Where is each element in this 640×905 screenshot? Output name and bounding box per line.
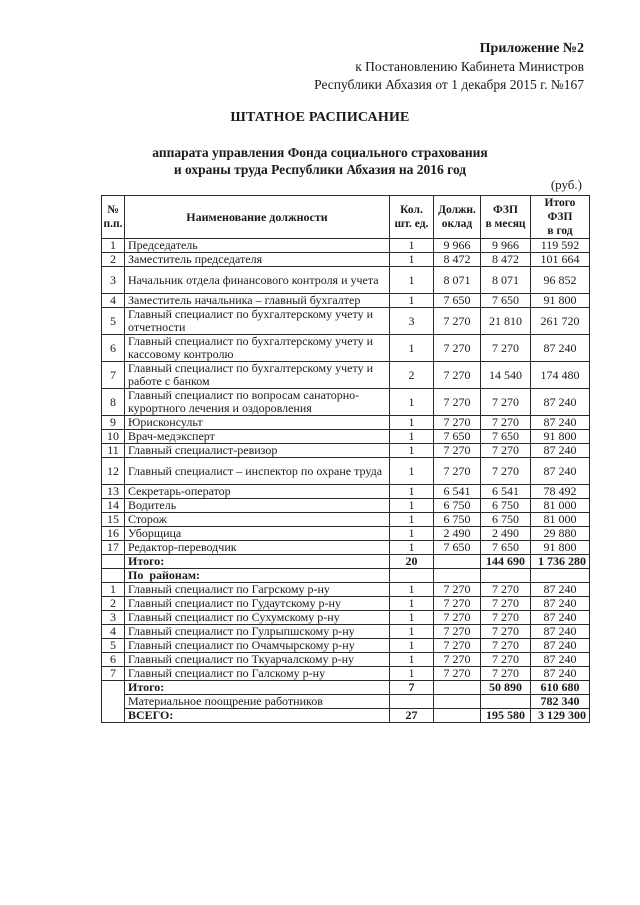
row-position-name: Главный специалист по вопросам санаторно-курортного лечения и оздоровления: [125, 389, 390, 416]
header-kol-line1: Кол.: [400, 204, 423, 216]
subtotal-label: Итого:: [125, 555, 390, 569]
district-subtotal-fzp: 50 890: [481, 681, 531, 695]
row-num: 16: [102, 527, 125, 541]
header-name: [125, 196, 390, 239]
row-num: 2: [102, 253, 125, 267]
bonus-label: Материальное поощрение работников: [125, 695, 390, 709]
row-fzp: 7 650: [481, 541, 531, 555]
row-num: 11: [102, 444, 125, 458]
row-oklad: 7 270: [434, 639, 481, 653]
row-kol: 1: [390, 239, 434, 253]
header-name-label: Наименование должности: [186, 210, 328, 224]
bonus-fzp: [481, 695, 531, 709]
appendix-line-2: Республики Абхазия от 1 декабря 2015 г. №167: [314, 77, 584, 92]
header-itogo-line1: Итого: [544, 197, 576, 209]
header-num: [102, 196, 125, 239]
header-oklad-line1: Должн.: [438, 204, 476, 216]
row-fzp: 6 750: [481, 499, 531, 513]
table-row: [102, 653, 590, 667]
row-position-name: Сторож: [125, 513, 390, 527]
table-row: [102, 267, 590, 294]
row-kol: 1: [390, 513, 434, 527]
table-row: [102, 639, 590, 653]
row-position-name: Заместитель начальника – главный бухгалтер: [125, 294, 390, 308]
row-itogo: 91 800: [531, 430, 590, 444]
staff-schedule-table: [101, 195, 590, 723]
row-kol: 1: [390, 639, 434, 653]
row-itogo: 87 240: [531, 583, 590, 597]
table-row: [102, 362, 590, 389]
row-kol: 1: [390, 597, 434, 611]
districts-header-label: По районам:: [125, 569, 390, 583]
row-itogo: 96 852: [531, 267, 590, 294]
row-oklad: 7 270: [434, 335, 481, 362]
row-num: 10: [102, 430, 125, 444]
row-fzp: 7 270: [481, 583, 531, 597]
row-oklad: 6 750: [434, 513, 481, 527]
row-kol: 1: [390, 267, 434, 294]
row-kol: 1: [390, 294, 434, 308]
row-position-name: Главный специалист – инспектор по охране труда: [125, 458, 390, 485]
header-fzp-line2: в месяц: [485, 218, 526, 230]
row-fzp: 14 540: [481, 362, 531, 389]
row-kol: 1: [390, 458, 434, 485]
row-kol: 1: [390, 667, 434, 681]
row-itogo: 174 480: [531, 362, 590, 389]
row-itogo: 87 240: [531, 639, 590, 653]
row-num: 4: [102, 625, 125, 639]
row-fzp: 2 490: [481, 527, 531, 541]
row-num: 1: [102, 583, 125, 597]
districts-header-fzp: [481, 569, 531, 583]
row-position-name: Председатель: [125, 239, 390, 253]
district-subtotal-num: [102, 681, 125, 723]
row-fzp: 6 750: [481, 513, 531, 527]
districts-header-num: [102, 569, 125, 583]
table-row: [102, 335, 590, 362]
row-position-name: Юрисконсульт: [125, 416, 390, 430]
row-oklad: 7 270: [434, 389, 481, 416]
row-oklad: 7 270: [434, 362, 481, 389]
districts-header-itogo: [531, 569, 590, 583]
row-fzp: 7 270: [481, 639, 531, 653]
row-fzp: 7 270: [481, 653, 531, 667]
row-itogo: 119 592: [531, 239, 590, 253]
row-oklad: 7 270: [434, 458, 481, 485]
table-row: [102, 513, 590, 527]
row-oklad: 7 270: [434, 597, 481, 611]
table-row: [102, 485, 590, 499]
row-num: 9: [102, 416, 125, 430]
row-kol: 1: [390, 253, 434, 267]
row-fzp: 7 270: [481, 458, 531, 485]
row-num: 13: [102, 485, 125, 499]
row-itogo: 78 492: [531, 485, 590, 499]
row-position-name: Секретарь-оператор: [125, 485, 390, 499]
row-kol: 1: [390, 430, 434, 444]
row-oklad: 7 270: [434, 611, 481, 625]
appendix-line-1: к Постановлению Кабинета Министров: [355, 59, 584, 74]
row-position-name: Главный специалист по Гудаутскому р-ну: [125, 597, 390, 611]
row-kol: 1: [390, 541, 434, 555]
header-itogo-line3: в год: [547, 225, 573, 237]
row-num: 5: [102, 308, 125, 335]
row-oklad: 8 071: [434, 267, 481, 294]
row-itogo: 91 800: [531, 294, 590, 308]
grand-total-kol: 27: [390, 709, 434, 723]
header-num-line2: п.п.: [103, 218, 123, 230]
district-positions: [102, 583, 590, 681]
row-oklad: 7 270: [434, 444, 481, 458]
row-oklad: 6 750: [434, 499, 481, 513]
row-fzp: 7 270: [481, 444, 531, 458]
row-fzp: 7 270: [481, 625, 531, 639]
districts-header-row: [102, 569, 590, 583]
header-kol: [390, 196, 434, 239]
row-position-name: Главный специалист по бухгалтерскому учету и работе с банком: [125, 362, 390, 389]
row-kol: 1: [390, 335, 434, 362]
row-num: 3: [102, 267, 125, 294]
district-subtotal-kol: 7: [390, 681, 434, 695]
row-kol: 3: [390, 308, 434, 335]
row-num: 14: [102, 499, 125, 513]
row-position-name: Главный специалист по Сухумскому р-ну: [125, 611, 390, 625]
row-kol: 1: [390, 583, 434, 597]
currency-unit: (руб.): [550, 177, 582, 192]
grand-total-fzp: 195 580: [481, 709, 531, 723]
row-itogo: 81 000: [531, 499, 590, 513]
table-row: [102, 541, 590, 555]
row-position-name: Главный специалист по Очамчырскому р-ну: [125, 639, 390, 653]
districts-header-kol: [390, 569, 434, 583]
row-kol: 2: [390, 362, 434, 389]
subtotal-fzp: 144 690: [481, 555, 531, 569]
table-row: [102, 389, 590, 416]
row-oklad: 6 541: [434, 485, 481, 499]
district-subtotal-row: [102, 681, 590, 695]
row-itogo: 87 240: [531, 335, 590, 362]
subtotal-kol: 20: [390, 555, 434, 569]
row-itogo: 87 240: [531, 597, 590, 611]
row-position-name: Главный специалист по бухгалтерскому учету и кассовому контролю: [125, 335, 390, 362]
row-fzp: 7 270: [481, 611, 531, 625]
row-oklad: 2 490: [434, 527, 481, 541]
table-row: [102, 294, 590, 308]
row-oklad: 9 966: [434, 239, 481, 253]
row-num: 3: [102, 611, 125, 625]
row-itogo: 87 240: [531, 625, 590, 639]
bonus-kol: [390, 695, 434, 709]
row-itogo: 81 000: [531, 513, 590, 527]
row-fzp: 7 270: [481, 597, 531, 611]
header-itogo: [531, 196, 590, 239]
row-fzp: 6 541: [481, 485, 531, 499]
row-kol: 1: [390, 485, 434, 499]
row-itogo: 87 240: [531, 611, 590, 625]
totals: [102, 681, 590, 723]
document-title: ШТАТНОЕ РАСПИСАНИЕ: [230, 110, 410, 125]
table-row: [102, 667, 590, 681]
row-itogo: 29 880: [531, 527, 590, 541]
row-fzp: 7 650: [481, 430, 531, 444]
table-row: [102, 597, 590, 611]
table-row: [102, 416, 590, 430]
document-subtitle: [0, 144, 640, 178]
header-itogo-line2: ФЗП: [547, 211, 573, 223]
district-subtotal-oklad: [434, 681, 481, 695]
row-kol: 1: [390, 416, 434, 430]
row-itogo: 261 720: [531, 308, 590, 335]
row-position-name: Редактор-переводчик: [125, 541, 390, 555]
row-num: 8: [102, 389, 125, 416]
row-fzp: 8 071: [481, 267, 531, 294]
subtotal-oklad: [434, 555, 481, 569]
header-kol-line2: шт. ед.: [394, 218, 429, 230]
table-row: [102, 239, 590, 253]
row-position-name: Главный специалист по Галскому р-ну: [125, 667, 390, 681]
row-itogo: 87 240: [531, 389, 590, 416]
header-fzp: [481, 196, 531, 239]
row-oklad: 7 270: [434, 625, 481, 639]
row-num: 1: [102, 239, 125, 253]
row-position-name: Главный специалист по бухгалтерскому учету и отчетности: [125, 308, 390, 335]
row-position-name: Начальник отдела финансового контроля и учета: [125, 267, 390, 294]
bonus-row: [102, 695, 590, 709]
subtitle-line-1: аппарата управления Фонда социального страхования: [152, 145, 488, 160]
row-oklad: 7 650: [434, 430, 481, 444]
table-row: [102, 458, 590, 485]
row-oklad: 7 270: [434, 667, 481, 681]
table-row: [102, 583, 590, 597]
row-kol: 1: [390, 444, 434, 458]
table-row: [102, 611, 590, 625]
table-row: [102, 499, 590, 513]
row-oklad: 7 270: [434, 308, 481, 335]
row-oklad: 7 270: [434, 653, 481, 667]
table-row: [102, 308, 590, 335]
row-fzp: 7 270: [481, 416, 531, 430]
row-position-name: Заместитель председателя: [125, 253, 390, 267]
subtotal-num: [102, 555, 125, 569]
row-num: 15: [102, 513, 125, 527]
row-fzp: 7 270: [481, 335, 531, 362]
table-row: [102, 625, 590, 639]
table-row: [102, 253, 590, 267]
row-itogo: 87 240: [531, 444, 590, 458]
grand-total-row: [102, 709, 590, 723]
row-kol: 1: [390, 527, 434, 541]
row-oklad: 8 472: [434, 253, 481, 267]
appendix-header: [314, 40, 584, 94]
row-kol: 1: [390, 499, 434, 513]
grand-total-oklad: [434, 709, 481, 723]
row-num: 17: [102, 541, 125, 555]
row-kol: 1: [390, 611, 434, 625]
row-position-name: Уборщица: [125, 527, 390, 541]
row-position-name: Главный специалист по Гагрскому р-ну: [125, 583, 390, 597]
row-num: 6: [102, 335, 125, 362]
row-fzp: 7 270: [481, 389, 531, 416]
row-itogo: 87 240: [531, 458, 590, 485]
header-fzp-line1: ФЗП: [493, 204, 518, 216]
row-num: 4: [102, 294, 125, 308]
districts-header-oklad: [434, 569, 481, 583]
row-position-name: Главный специалист-ревизор: [125, 444, 390, 458]
header-num-line1: №: [107, 204, 119, 216]
row-oklad: 7 650: [434, 294, 481, 308]
table-row: [102, 444, 590, 458]
row-itogo: 87 240: [531, 667, 590, 681]
row-fzp: 7 650: [481, 294, 531, 308]
row-itogo: 87 240: [531, 653, 590, 667]
grand-total-label: ВСЕГО:: [125, 709, 390, 723]
bonus-oklad: [434, 695, 481, 709]
row-position-name: Водитель: [125, 499, 390, 513]
main-subtotal: [102, 555, 590, 583]
subtotal-row: [102, 555, 590, 569]
row-num: 7: [102, 667, 125, 681]
row-fzp: 8 472: [481, 253, 531, 267]
row-position-name: Врач-медэксперт: [125, 430, 390, 444]
row-num: 7: [102, 362, 125, 389]
row-itogo: 87 240: [531, 416, 590, 430]
row-position-name: Главный специалист по Ткуарчалскому р-ну: [125, 653, 390, 667]
row-fzp: 7 270: [481, 667, 531, 681]
row-fzp: 21 810: [481, 308, 531, 335]
row-oklad: 7 650: [434, 541, 481, 555]
table-row: [102, 430, 590, 444]
row-num: 12: [102, 458, 125, 485]
table-row: [102, 527, 590, 541]
row-position-name: Главный специалист по Гулрыпшскому р-ну: [125, 625, 390, 639]
header-oklad: [434, 196, 481, 239]
row-itogo: 101 664: [531, 253, 590, 267]
row-kol: 1: [390, 653, 434, 667]
table-header-row: [102, 196, 590, 239]
row-num: 2: [102, 597, 125, 611]
row-fzp: 9 966: [481, 239, 531, 253]
district-subtotal-label: Итого:: [125, 681, 390, 695]
grand-total-itogo: 3 129 300: [531, 709, 590, 723]
bonus-itogo: 782 340: [531, 695, 590, 709]
subtitle-line-2: и охраны труда Республики Абхазия на 2016 год: [173, 162, 467, 177]
row-oklad: 7 270: [434, 583, 481, 597]
row-kol: 1: [390, 389, 434, 416]
subtotal-itogo: 1 736 280: [531, 555, 590, 569]
row-kol: 1: [390, 625, 434, 639]
row-num: 5: [102, 639, 125, 653]
main-positions: [102, 239, 590, 555]
appendix-title: Приложение №2: [479, 41, 584, 56]
header-oklad-line2: оклад: [441, 218, 473, 230]
row-itogo: 91 800: [531, 541, 590, 555]
row-oklad: 7 270: [434, 416, 481, 430]
row-num: 6: [102, 653, 125, 667]
district-subtotal-itogo: 610 680: [531, 681, 590, 695]
